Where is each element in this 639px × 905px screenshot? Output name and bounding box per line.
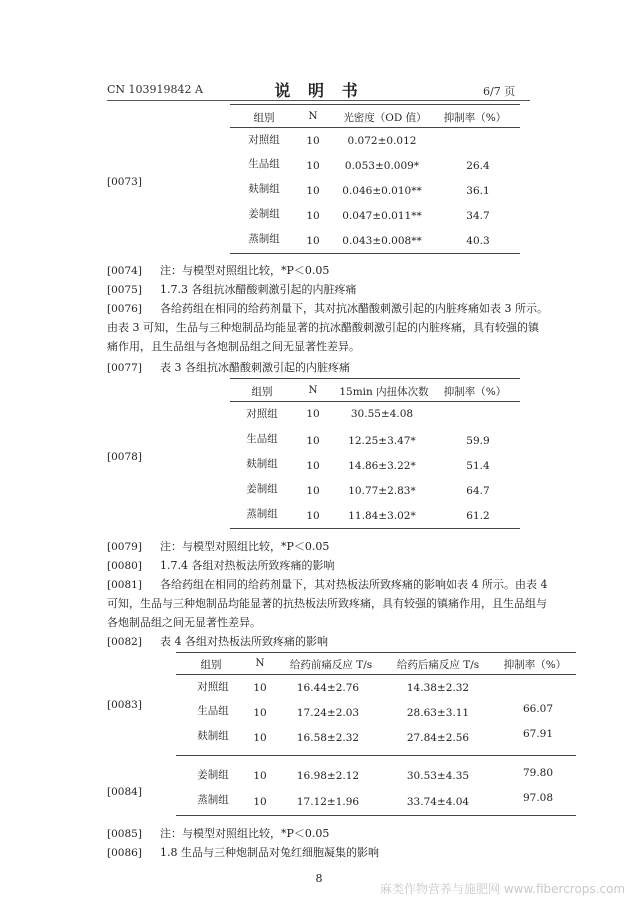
table-cell: 14.38±2.32 <box>406 682 470 694</box>
table-cell: 0.047±0.011** <box>342 210 422 222</box>
table-header-cell: 给药后痛反应 T/s <box>396 659 480 671</box>
table-cell: 10 <box>253 682 267 694</box>
para-tag: [0086] <box>107 847 142 859</box>
table-cell: 10.77±2.83* <box>348 485 416 497</box>
para-tag: [0075] <box>107 284 142 296</box>
table-cell: 79.80 <box>522 767 554 779</box>
table-caption: 表 4 各组对热板法所致疼痛的影响 <box>160 635 328 648</box>
table-cell: 16.44±2.76 <box>296 682 360 694</box>
table-cell: 16.98±2.12 <box>296 770 360 782</box>
table-caption: 表 3 各组抗冰醋酸刺激引起的内脏疼痛 <box>160 361 350 374</box>
table-cell: 61.2 <box>466 510 490 522</box>
table-header-cell: 抑制率（%） <box>443 386 507 398</box>
paragraph-line: 各给药组在相同的给药剂量下，其对热板法所致疼痛的影响如表 4 所示。由表 4 <box>160 578 548 591</box>
paragraph-line: 由表 3 可知，生品与三种炮制品均能显著的抗冰醋酸刺激引起的内脏疼痛，具有较强的镇 <box>107 321 539 334</box>
table-top-rule <box>230 378 520 379</box>
para-tag: [0078] <box>107 451 142 463</box>
table-header-cell: 光密度（OD 值） <box>343 112 427 124</box>
table-header-cell: 组别 <box>200 659 222 671</box>
table-cell: 生品组 <box>246 433 278 445</box>
table-cell: 对照组 <box>246 408 278 420</box>
table-cell: 麸制组 <box>197 730 229 742</box>
table-header-cell: 给药前痛反应 T/s <box>289 659 373 671</box>
table-cell: 11.84±3.02* <box>348 510 416 522</box>
table-cell: 67.91 <box>522 728 554 740</box>
table-header-cell: N <box>308 110 318 122</box>
table-cell: 对照组 <box>248 134 280 146</box>
section-heading: 1.7.4 各组对热板法所致疼痛的影响 <box>160 559 335 572</box>
table-cell: 10 <box>306 435 320 447</box>
table-cell: 66.07 <box>522 703 554 715</box>
table-header-cell: N <box>255 657 265 669</box>
table-cell: 64.7 <box>466 485 490 497</box>
para-tag: [0074] <box>107 265 142 277</box>
table-cell: 12.25±3.47* <box>348 435 416 447</box>
table-cell: 对照组 <box>197 681 229 693</box>
table-cell: 10 <box>253 732 267 744</box>
table-cell: 麸制组 <box>248 183 280 195</box>
table-cell: 生品组 <box>197 705 229 717</box>
table-cell: 40.3 <box>466 235 490 247</box>
table-header-cell: 抑制率（%） <box>443 112 507 124</box>
table-cell: 10 <box>253 707 267 719</box>
para-tag: [0081] <box>107 579 142 591</box>
table-cell: 14.86±3.22* <box>348 460 416 472</box>
table-cell: 10 <box>306 160 320 172</box>
page-number: 8 <box>315 872 323 885</box>
para-tag: [0077] <box>107 362 142 374</box>
para-tag: [0082] <box>107 636 142 648</box>
paragraph-line: 各炮制品组之间无显著性差异。 <box>107 616 261 629</box>
table-header-cell: 组别 <box>251 386 273 398</box>
table-header-rule <box>176 674 576 675</box>
patent-number: CN 103919842 A <box>107 83 203 96</box>
para-tag: [0083] <box>107 699 142 711</box>
table-header-cell: N <box>308 384 318 396</box>
table-cell: 姜制组 <box>197 769 229 781</box>
table-cell: 30.55±4.08 <box>350 408 414 420</box>
table-cell: 生品组 <box>248 158 280 170</box>
table-top-rule <box>230 104 520 105</box>
table-cell: 97.08 <box>522 792 554 804</box>
header-rule <box>107 100 530 101</box>
para-tag: [0084] <box>107 786 142 798</box>
section-heading: 1.7.3 各组抗冰醋酸刺激引起的内脏疼痛 <box>160 283 357 296</box>
paragraph-line: 可知，生品与三种炮制品均能显著的抗热板法所致疼痛，具有较强的镇痛作用，且生品组与 <box>107 597 547 610</box>
para-tag: [0080] <box>107 560 142 572</box>
table-cell: 33.74±4.04 <box>406 796 470 808</box>
table-cell: 10 <box>306 185 320 197</box>
table-cell: 10 <box>306 460 320 472</box>
table-page-break-rule <box>176 755 576 756</box>
table-cell: 51.4 <box>466 460 490 472</box>
paragraph-line: 各给药组在相同的给药剂量下，其对抗冰醋酸刺激引起的内脏疼痛如表 3 所示。 <box>160 302 548 315</box>
paragraph-line: 痛作用，且生品组与各炮制品组之间无显著性差异。 <box>107 340 360 353</box>
table-cell: 蒸制组 <box>248 233 280 245</box>
document-title: 说 明 书 <box>274 81 364 100</box>
table-cell: 10 <box>306 510 320 522</box>
table-cell: 蒸制组 <box>246 508 278 520</box>
table-cell: 17.24±2.03 <box>296 707 360 719</box>
table-cell: 0.043±0.008** <box>342 235 422 247</box>
table-header-cell: 抑制率（%） <box>503 659 567 671</box>
para-tag: [0076] <box>107 303 142 315</box>
table-bottom-rule <box>176 815 576 816</box>
table-bottom-rule <box>230 528 520 529</box>
page-of: 6/7 页 <box>483 85 516 98</box>
table-cell: 0.046±0.010** <box>342 185 422 197</box>
table-note: 注：与模型对照组比较，*P＜0.05 <box>160 827 330 840</box>
table-cell: 17.12±1.96 <box>296 796 360 808</box>
table-cell: 麸制组 <box>246 458 278 470</box>
table-cell: 59.9 <box>466 435 490 447</box>
table-cell: 10 <box>306 485 320 497</box>
table-cell: 10 <box>253 770 267 782</box>
table-cell: 10 <box>306 408 320 420</box>
table-cell: 10 <box>306 135 320 147</box>
table-cell: 27.84±2.56 <box>406 732 470 744</box>
table-header-rule <box>230 401 520 402</box>
table-header-cell: 15min 内扭体次数 <box>339 386 429 398</box>
section-heading: 1.8 生品与三种炮制品对兔红细胞凝集的影响 <box>160 846 379 859</box>
table-cell: 26.4 <box>466 160 490 172</box>
table-cell: 34.7 <box>466 210 490 222</box>
table-cell: 10 <box>306 235 320 247</box>
table-cell: 30.53±4.35 <box>406 770 470 782</box>
table-cell: 0.072±0.012 <box>347 135 417 147</box>
para-tag: [0085] <box>107 828 142 840</box>
table-cell: 10 <box>253 796 267 808</box>
table-note: 注：与模型对照组比较，*P＜0.05 <box>160 264 330 277</box>
para-tag: [0073] <box>107 176 142 188</box>
table-cell: 28.63±3.11 <box>406 707 470 719</box>
table-cell: 蒸制组 <box>197 794 229 806</box>
table-cell: 10 <box>306 210 320 222</box>
table-cell: 36.1 <box>466 185 490 197</box>
table-bottom-rule <box>230 253 520 254</box>
para-tag: [0079] <box>107 541 142 553</box>
table-header-rule <box>230 127 520 128</box>
table-cell: 16.58±2.32 <box>296 732 360 744</box>
table-note: 注：与模型对照组比较，*P＜0.05 <box>160 540 330 553</box>
watermark: 麻类作物营养与施肥网 www.fibercrops.com <box>380 882 626 896</box>
table-top-rule <box>176 652 576 653</box>
table-cell: 姜制组 <box>246 483 278 495</box>
table-cell: 姜制组 <box>248 208 280 220</box>
table-cell: 0.053±0.009* <box>344 160 420 172</box>
table-header-cell: 组别 <box>253 112 275 124</box>
